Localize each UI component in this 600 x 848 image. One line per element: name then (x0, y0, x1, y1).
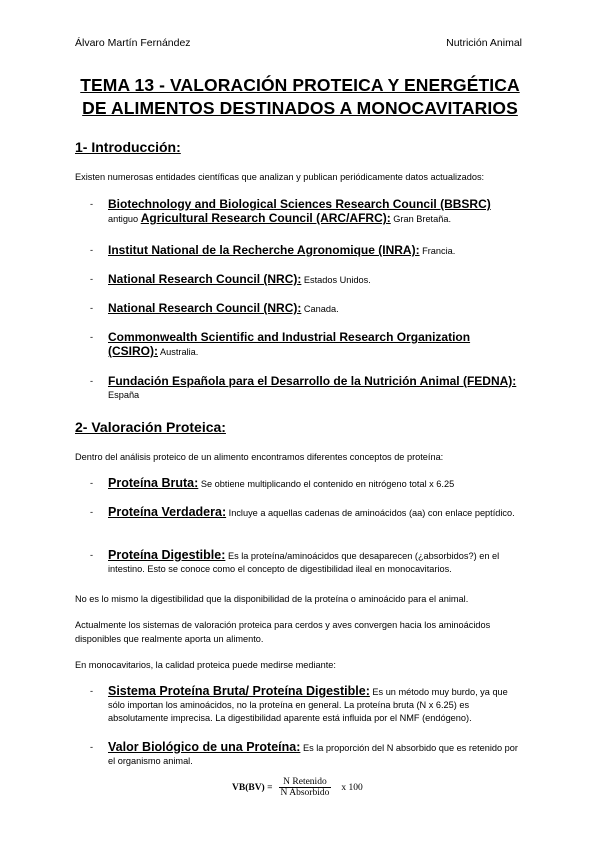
concept-term: Proteína Digestible: (108, 548, 226, 562)
bullet-dash: - (90, 507, 94, 517)
bullet-dash: - (90, 303, 94, 313)
entity-item (90, 302, 520, 316)
section-heading-protein: 2- Valoración Proteica: (75, 419, 226, 435)
bullet-dash: - (90, 478, 94, 488)
entity-item (90, 273, 520, 287)
protein-intro-text: Dentro del análisis proteico de un alimento encontramos diferentes conceptos de proteína: (75, 452, 444, 462)
header-author: Álvaro Martín Fernández (75, 37, 191, 49)
bullet-dash: - (90, 686, 94, 696)
method-term: Valor Biológico de una Proteína: (108, 740, 301, 754)
entity-item (90, 244, 520, 258)
bullet-dash: - (90, 332, 94, 342)
formula-factor: x 100 (341, 782, 363, 793)
formula-fraction (277, 777, 334, 798)
intro-text: Existen numerosas entidades científicas que analizan y publican periódicamente datos actualizados: (75, 172, 485, 182)
entity-desc: Francia. (419, 246, 456, 256)
title-line-2: DE ALIMENTOS DESTINADOS A MONOCAVITARIOS (82, 98, 518, 118)
bullet-dash: - (90, 742, 94, 752)
method-desc: Es la proporción del N absorbido que es retenido por el organismo animal. (108, 743, 518, 766)
entity-desc: Australia. (158, 347, 199, 357)
paragraph-digestibility: No es lo mismo la digestibilidad que la disponibilidad de la proteína o aminoácido para el animal. (75, 594, 469, 604)
entity-name-2: Agricultural Research Council (ARC/AFRC): (140, 211, 391, 225)
header-subject: Nutrición Animal (446, 37, 522, 49)
entity-name: Biotechnology and Biological Sciences Research Council (BBSRC) (108, 197, 491, 211)
formula-denominator: N Absorbido (280, 788, 330, 798)
entity-item (90, 198, 520, 226)
entity-name: Commonwealth Scientific and Industrial Research Organization (CSIRO): (108, 330, 471, 358)
formula-lhs: VB(BV) = (232, 782, 273, 793)
entity-desc: Estados Unidos. (301, 275, 371, 285)
concept-desc: Se obtiene multiplicando el contenido en nitrógeno total x 6.25 (198, 479, 455, 489)
bullet-dash: - (90, 245, 94, 255)
entity-prefix: antiguo (108, 214, 141, 224)
entity-desc: España (108, 390, 140, 400)
concept-item (90, 506, 520, 520)
entity-desc: Canada. (301, 304, 339, 314)
title-line-1: TEMA 13 - VALORACIÓN PROTEICA Y ENERGÉTICA (80, 75, 520, 95)
concept-desc: Es la proteína/aminoácidos que desaparecen (¿absorbidos?) en el intestino. Esto se conoce como el concepto de digestibilidad ileal en monocavitarios. (108, 551, 500, 574)
concept-item (90, 549, 520, 576)
concept-desc: Incluye a aquellas cadenas de aminoácidos (aa) con enlace peptídico. (226, 508, 515, 518)
paragraph-quality: En monocavitarios, la calidad proteica puede medirse mediante: (75, 660, 336, 670)
concept-item (90, 477, 520, 491)
method-term: Sistema Proteína Bruta/ Proteína Digestible: (108, 684, 370, 698)
bullet-dash: - (90, 199, 94, 209)
entity-name: National Research Council (NRC): (108, 272, 302, 286)
method-item (90, 685, 520, 725)
bullet-dash: - (90, 550, 94, 560)
concept-term: Proteína Verdadera: (108, 505, 227, 519)
formula-numerator: N Retenido (279, 777, 331, 788)
paragraph-systems: Actualmente los sistemas de valoración proteica para cerdos y aves convergen hacia los aminoácidos disponibles que realmente aporta un alimento. (75, 620, 491, 644)
concept-term: Proteína Bruta: (108, 476, 199, 490)
method-item (90, 741, 520, 768)
entity-item (90, 331, 520, 359)
entity-desc: Gran Bretaña. (390, 214, 451, 224)
entity-name: Institut National de la Recherche Agronomique (INRA): (108, 243, 420, 257)
page-title (60, 74, 540, 120)
entity-name: National Research Council (NRC): (108, 301, 302, 315)
entity-name: Fundación Española para el Desarrollo de la Nutrición Animal (FEDNA): (108, 374, 517, 388)
section-heading-intro: 1- Introducción: (75, 139, 181, 155)
biological-value-formula (232, 777, 363, 798)
method-desc: Es un método muy burdo, ya que sólo importan los aminoácidos, no la proteína en general. La proteína bruta (N x 6.25) es absolutamente imprecisa. La digestibilidad aparente está influida por el NMF (endógeno). (108, 687, 508, 723)
entity-item (90, 375, 520, 402)
bullet-dash: - (90, 274, 94, 284)
bullet-dash: - (90, 376, 94, 386)
